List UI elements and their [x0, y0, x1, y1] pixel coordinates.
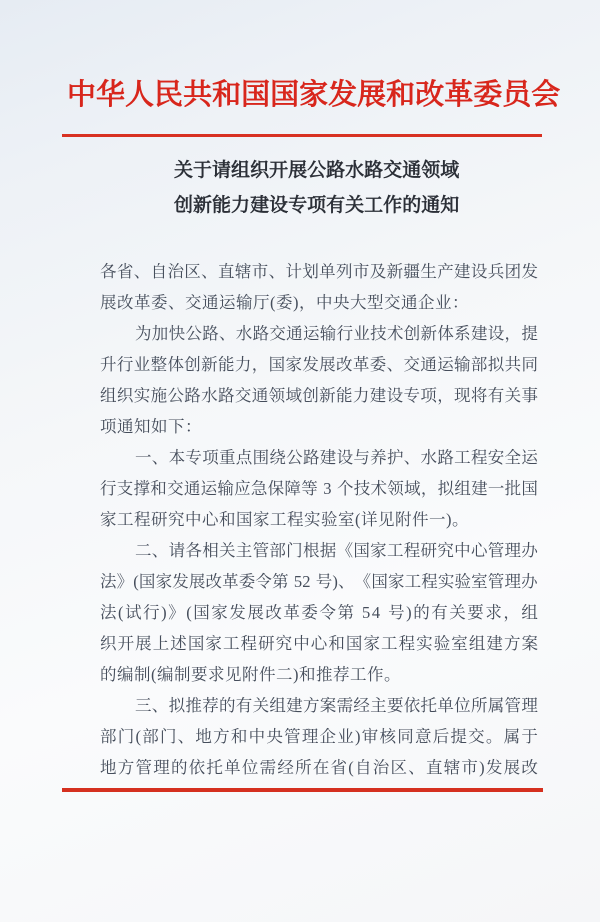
- document-title-line-1: 关 于 请 组 织 开 展 公 路 水 路 交 通 领 域: [174, 159, 460, 181]
- body-line: 织 开 展 上 述 国 家 工 程 研 究 中 心 和 国 家 工 程 实 验 室 组 建 方 案: [100, 634, 538, 653]
- body-line: 地 方 管 理 的 依 托 单 位 需 经 所 在 省 ( 自 治 区 、 直 辖 市 ) 发 展 改: [100, 758, 538, 777]
- body-line: 项通知如下：: [100, 417, 202, 436]
- paragraph-salutation: [100, 256, 538, 318]
- body-line: 组 织 实 施 公 路 水 路 交 通 领 域 创 新 能 力 建 设 专 项 ， 现 将 有 关 事: [100, 386, 538, 405]
- body-line: 部 门 ( 部 门 、 地 方 和 中 央 管 理 企 业 ) 审 核 同 意 后 提 交 。 属 于: [100, 727, 538, 746]
- paragraph-item-2: [100, 535, 538, 690]
- letterhead-red-rule: [62, 134, 542, 137]
- document-title-line-2: 创 新 能 力 建 设 专 项 有 关 工 作 的 通 知: [174, 194, 460, 216]
- document-body: [100, 256, 538, 783]
- body-line: 各 省 、 自 治 区 、 直 辖 市 、 计 划 单 列 市 及 新 疆 生 产 建 设 兵 团 发: [100, 262, 538, 281]
- page-bottom-red-rule: [62, 788, 543, 792]
- body-line: 一 、 本 专 项 重 点 围 绕 公 路 建 设 与 养 护 、 水 路 工 程 安 全 运: [135, 448, 538, 467]
- body-line: 家工程研究中心和国家工程实验室(详见附件一)。: [100, 510, 469, 529]
- body-line: 二 、 请 各 相 关 主 管 部 门 根 据 《 国 家 工 程 研 究 中 心 管 理 办: [135, 541, 538, 560]
- body-line: 法 》 ( 国 家 发 展 改 革 委 令 第 5 2 号 ) 、 《 国 家 工 程 实 验 室 管 理 办: [100, 572, 538, 591]
- letterhead-agency-name: 中 华 人 民 共 和 国 国 家 发 展 和 改 革 委 员 会: [67, 78, 561, 111]
- body-line: 行 支 撑 和 交 通 运 输 应 急 保 障 等 3 个 技 术 领 域 ， 拟 组 建 一 批 国: [100, 479, 538, 498]
- body-line: 为 加 快 公 路 、 水 路 交 通 运 输 行 业 技 术 创 新 体 系 建 设 ， 提: [135, 324, 538, 343]
- paragraph-item-1: [100, 442, 538, 535]
- paragraph-intro: [100, 318, 538, 442]
- body-line: 升 行 业 整 体 创 新 能 力 ， 国 家 发 展 改 革 委 、 交 通 运 输 部 拟 共 同: [100, 355, 538, 374]
- body-line: 展改革委、交通运输厅(委)，中央大型交通企业：: [100, 293, 469, 312]
- paragraph-item-3: [100, 690, 538, 783]
- body-line: 三 、 拟 推 荐 的 有 关 组 建 方 案 需 经 主 要 依 托 单 位 所 属 管 理: [135, 696, 538, 715]
- body-line: 法 ( 试 行 ) 》 ( 国 家 发 展 改 革 委 令 第 5 4 号 ) 的 有 关 要 求 ， 组: [100, 603, 538, 622]
- body-line: 的编制(编制要求见附件二)和推荐工作。: [100, 665, 401, 684]
